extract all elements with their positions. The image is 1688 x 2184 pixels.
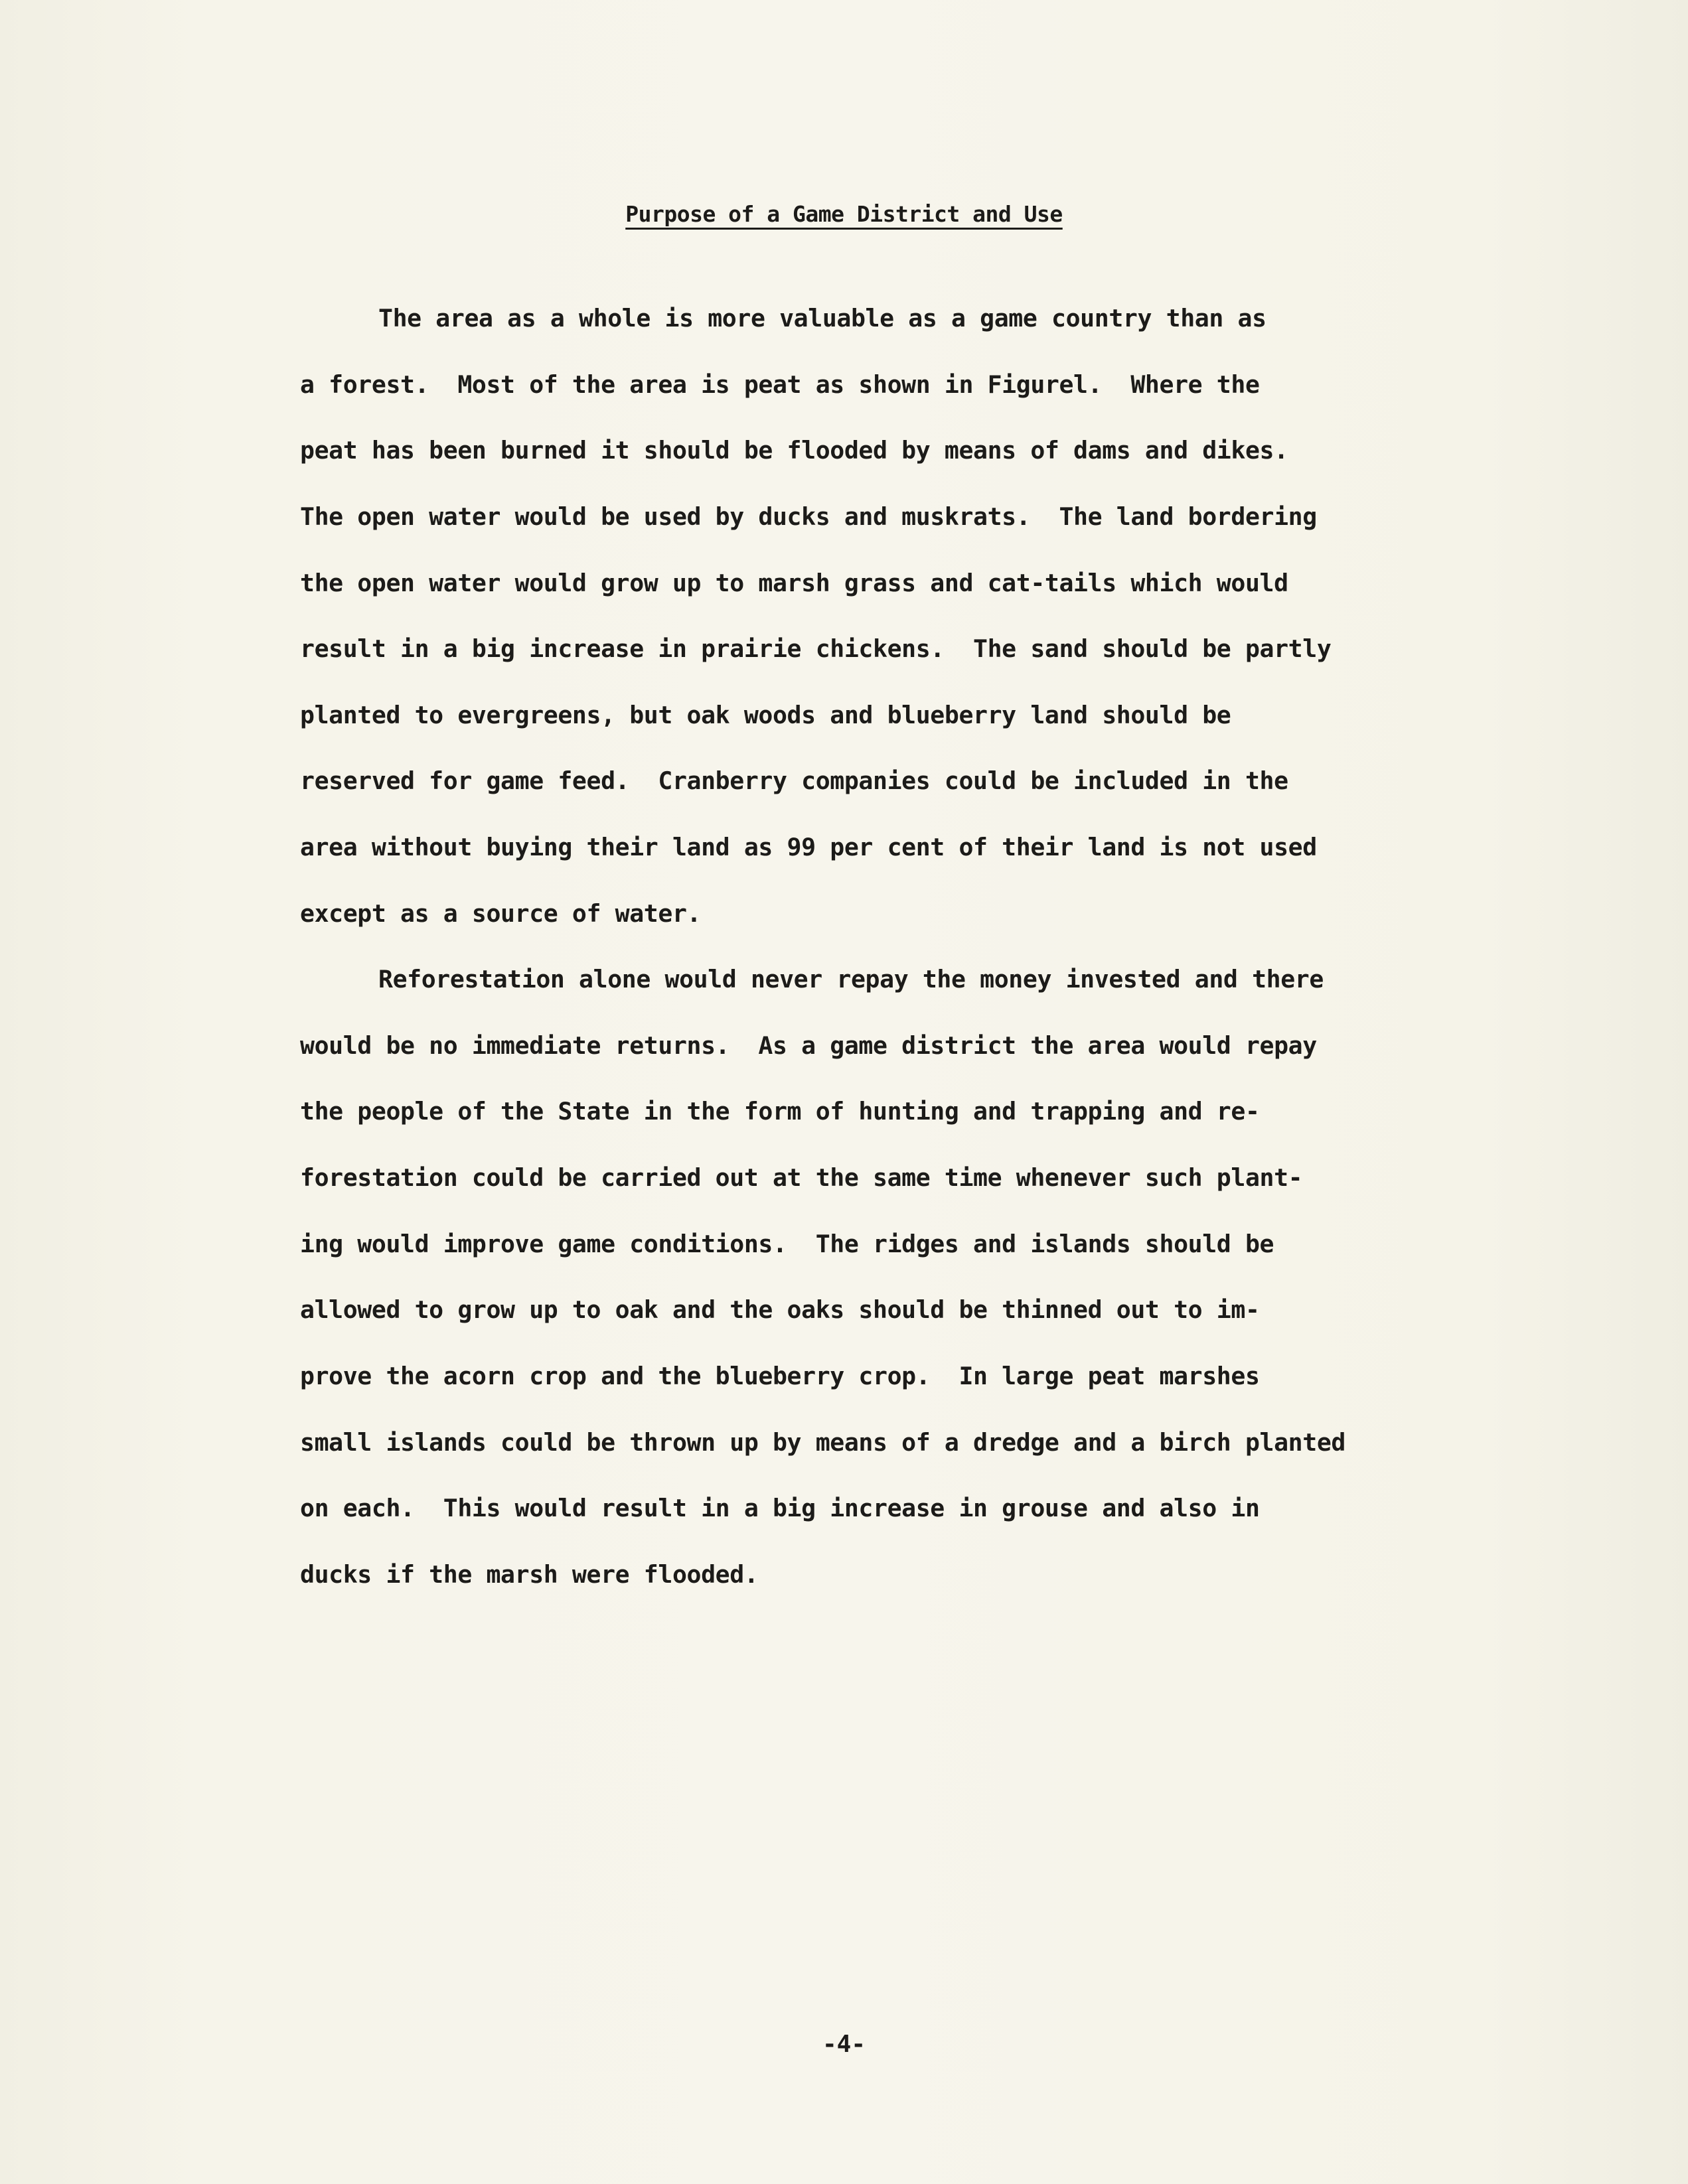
text-line: area without buying their land as 99 per cent of their land is not used	[300, 833, 1317, 861]
text-line: allowed to grow up to oak and the oaks should be thinned out to im-	[300, 1295, 1260, 1324]
text-line: forestation could be carried out at the same time whenever such plant-	[300, 1163, 1303, 1192]
text-line: on each. This would result in a big increase in grouse and also in	[300, 1494, 1260, 1522]
text-line: would be no immediate returns. As a game district the area would repay	[300, 1031, 1317, 1060]
text-line: ing would improve game conditions. The ridges and islands should be	[300, 1230, 1274, 1258]
page-title: Purpose of a Game District and Use	[625, 201, 1063, 227]
text-line: small islands could be thrown up by means of a dredge and a birch planted	[300, 1428, 1345, 1457]
text-line: ducks if the marsh were flooded.	[300, 1560, 759, 1589]
text-line: the people of the State in the form of hunting and trapping and re-	[300, 1097, 1260, 1126]
text-line: the open water would grow up to marsh grass and cat-tails which would	[300, 569, 1288, 597]
text-line: result in a big increase in prairie chickens. The sand should be partly	[300, 634, 1332, 663]
text-line: reserved for game feed. Cranberry companies could be included in the	[300, 766, 1288, 795]
text-line: prove the acorn crop and the blueberry crop. In large peat marshes	[300, 1362, 1260, 1390]
text-line: planted to evergreens, but oak woods and blueberry land should be	[300, 701, 1231, 729]
text-line: Reforestation alone would never repay the money invested and there	[378, 965, 1324, 993]
text-line: a forest. Most of the area is peat as shown in Figurel. Where the	[300, 370, 1260, 399]
text-line: except as a source of water.	[300, 899, 702, 928]
page-number: -4-	[822, 2031, 866, 2058]
text-line: The area as a whole is more valuable as a game country than as	[378, 304, 1266, 332]
text-line: The open water would be used by ducks and muskrats. The land bordering	[300, 502, 1317, 531]
text-line: peat has been burned it should be flooded by means of dams and dikes.	[300, 436, 1288, 465]
